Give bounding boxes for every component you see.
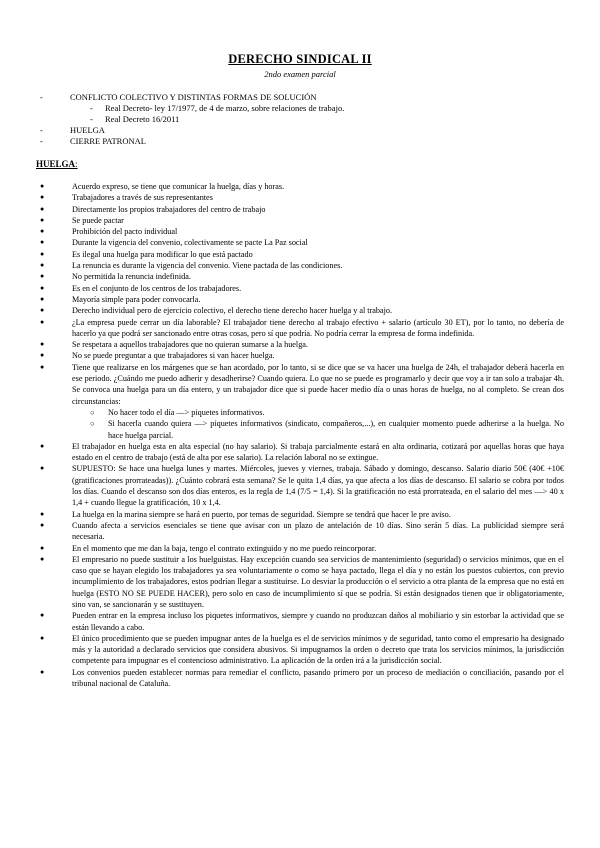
sub-list-item-text: No hacer todo el día —> piquetes informativos.: [108, 407, 265, 417]
outline-item-text: CIERRE PATRONAL: [70, 136, 146, 146]
dash-marker: -: [40, 92, 43, 102]
list-item-text: Directamente los propios trabajadores del centro de trabajo: [72, 204, 266, 214]
list-item: [36, 215, 564, 226]
list-item: [36, 509, 564, 520]
bullet-icon: ●: [40, 554, 45, 563]
list-item-text: La huelga en la marina siempre se hará en puerto, por temas de seguridad. Siempre se tendrá que hacer le pre aviso.: [72, 509, 451, 519]
list-item-text: La renuncia es durante la vigencia del convenio. Viene pactada de las condiciones.: [72, 261, 343, 271]
outline-subitem: [40, 114, 560, 125]
list-item: [36, 441, 564, 464]
list-item: [36, 204, 564, 215]
bullet-icon: ●: [40, 182, 45, 190]
bullet-icon: ●: [40, 464, 45, 473]
list-item-text: Pueden entrar en la empresa incluso los piquetes informativos, siempre y cuando no produzcan daños al mobiliario y sin estorbar la actividad que se están llevando a cabo.: [72, 611, 564, 632]
bullet-icon: ●: [40, 238, 45, 247]
list-item: [36, 305, 564, 316]
outline-subitem-text: Real Decreto 16/2011: [105, 114, 180, 124]
section-heading: [36, 159, 78, 169]
outline-item: [40, 92, 560, 103]
list-item-text: Durante la vigencia del convenio, colectivamente se pacte La Paz social: [72, 238, 308, 248]
list-item-text: Prohibición del pacto individual: [72, 227, 178, 237]
bullet-icon: ●: [40, 249, 45, 258]
bullet-icon: ●: [40, 261, 45, 270]
outline-item-text: HUELGA: [70, 125, 105, 135]
list-item-text: Se puede pactar: [72, 215, 124, 225]
list-item: [36, 192, 564, 203]
list-item: [36, 271, 564, 282]
list-item: [36, 350, 564, 361]
list-item-text: El único procedimiento que se pueden impugnar antes de la huelga es el de servicios mínimos y de seguridad, tanto como el empresario ha designado más y la autoridad a declarado servicios que considera abusivos. Si impugnamos la orden o decreto que trata los servicios mínimos, la jurisdicción competente para impugnar es el contencioso administrativo. La aplicación de la orden irá a la jurisdicción social.: [72, 633, 564, 666]
bullet-icon: ●: [40, 633, 45, 642]
dash-marker: -: [90, 114, 93, 124]
bullet-icon: ●: [40, 215, 45, 224]
sub-list-item: [36, 407, 564, 418]
list-item-text: Se respetara a aquellos trabajadores que no quieran sumarse a la huelga.: [72, 340, 308, 350]
sub-list-item-text: Si hacerla cuando quiera —> piquetes informativos (sindicato, compañeros,...), en cualquier momento puede adherirse a la huelga. No hace huelga parcial.: [108, 419, 564, 440]
list-item: [36, 283, 564, 294]
list-item-text: Los convenios pueden establecer normas para remediar el conflicto, pasando primero por un proceso de mediación o conciliación, pasando por el tribunal nacional de Cataluña.: [72, 667, 564, 689]
list-item-text: El empresario no puede sustituir a los huelguistas. Hay excepción cuando sea servicios de mantenimiento (seguridad) o servicios mínimos, que en el caso que se hayan elegido los trabajadores ya sea voluntariamente o como se haya pactado, llega el día y no están los puestos cubiertos, con previo incumplimiento de los trabajadores, estos podrían llegar a sustituirse. Lo desviar la producción o el servicio a otra planta de la empresa que no está en huelga (ESTO NO SE PUEDE HACER), pero solo en caso de incumplimiento sí que se podría. Si están designados tienen que ir obligatoriamente, sino van, se sancionarán y se sustituyen.: [72, 554, 564, 609]
hollow-bullet-icon: ○: [90, 419, 95, 429]
list-item: [36, 463, 564, 508]
bullet-icon: ●: [40, 272, 45, 281]
bullet-icon: ●: [40, 667, 45, 676]
bullet-icon: ●: [40, 340, 45, 349]
list-item: [36, 249, 564, 260]
list-item-text: Es ilegal una huelga para modificar lo que está pactado: [72, 249, 253, 259]
bullet-icon: ●: [40, 543, 45, 552]
document-title: DERECHO SINDICAL II: [228, 52, 372, 66]
section-heading-colon: :: [75, 159, 78, 169]
list-item: [36, 294, 564, 305]
list-item: [36, 237, 564, 248]
bullet-icon: ●: [40, 193, 45, 202]
bullet-icon: ●: [40, 351, 45, 360]
list-item-text: No permitida la renuncia indefinida.: [72, 272, 191, 282]
bullet-icon: ●: [40, 362, 45, 371]
bullet-icon: ●: [40, 227, 45, 236]
list-item-text: Acuerdo expreso, se tiene que comunicar la huelga, días y horas.: [72, 182, 285, 191]
list-item-text: ¿La empresa puede cerrar un día laborable? El trabajador tiene derecho al trabajo efectivo + salario (artículo 30 ET), por lo tanto, no debería de hacerlo ya que podrá ser sancionado entre otras cosas, pero sí que podría. No podría cerrar la empresa de forma indefinida.: [72, 317, 564, 338]
list-item-text: Mayoría simple para poder convocarla.: [72, 294, 201, 304]
outline-item-text: CONFLICTO COLECTIVO Y DISTINTAS FORMAS DE SOLUCIÓN: [70, 92, 317, 102]
list-item: [36, 339, 564, 350]
list-item: [36, 362, 564, 407]
list-item-text: En el momento que me dan la baja, tengo el contrato extinguido y no me puedo reincorporar.: [72, 543, 377, 553]
list-item: [36, 226, 564, 237]
list-item: [36, 610, 564, 633]
list-item: [36, 633, 564, 667]
list-item: [36, 181, 564, 192]
list-item: [36, 317, 564, 340]
bullet-icon: ●: [40, 306, 45, 315]
list-item-text: No se puede preguntar a que trabajadores si van hacer huelga.: [72, 351, 275, 361]
sub-list-item: [36, 418, 564, 441]
hollow-bullet-icon: ○: [90, 407, 95, 417]
list-item: [36, 520, 564, 543]
list-item-text: Tiene que realizarse en los márgenes que se han acordado, por lo tanto, si se dice que se va hacer una huelga de 24h, el trabajador deberá hacerla en ese periodo. ¿Cuándo me puedo adherir y desadherirse? Cuando quiera. Lo que no se puede es programarlo y decir que voy a ir tan solo a trabajar 4h. Se convoca una huelga para un día entero, y un trabajador dice que si puede hacer medio día o unas horas de huelga, no al completo. Se crean dos circunstancias:: [72, 362, 564, 406]
list-item-text: Derecho individual pero de ejercicio colectivo, el derecho tiene derecho hacer huelga y al trabajo.: [72, 306, 393, 316]
list-item-text: Es en el conjunto de los centros de los trabajadores.: [72, 283, 242, 293]
dash-marker: -: [90, 103, 93, 113]
bullet-icon: ●: [40, 294, 45, 303]
dash-marker: -: [40, 125, 43, 135]
outline-subitem-text: Real Decreto- ley 17/1977, de 4 de marzo, sobre relaciones de trabajo.: [105, 103, 345, 113]
bullet-icon: ●: [40, 611, 45, 620]
dash-marker: -: [40, 136, 43, 146]
outline-subitem: [40, 103, 560, 114]
bullet-icon: ●: [40, 317, 45, 326]
document-subtitle: 2ndo examen parcial: [264, 69, 336, 79]
section-heading-text: HUELGA: [36, 159, 76, 169]
outline-item: [40, 125, 560, 136]
bullet-icon: ●: [40, 509, 45, 518]
list-item: [36, 554, 564, 610]
list-item-text: El trabajador en huelga esta en alta especial (no hay salario). Si trabaja parcialmente estará en alta ordinaria, cotizará por aquellas horas que haya estado en el centro de trabajo (está de alta por ese salario). La relación laboral no se extingue.: [72, 441, 564, 463]
bullet-list: [36, 181, 564, 689]
table-of-contents: [40, 92, 560, 147]
list-item-text: Cuando afecta a servicios esenciales se tiene que avisar con un plazo de antelación de 10 días. Sino serán 5 días. La publicidad siempre será necesaria.: [72, 520, 564, 542]
list-item: [36, 260, 564, 271]
list-item: [36, 543, 564, 554]
bullet-icon: ●: [40, 520, 45, 529]
outline-item: [40, 136, 560, 147]
list-item-text: Trabajadores a través de sus representantes: [72, 193, 213, 203]
list-item: [36, 667, 564, 690]
bullet-icon: ●: [40, 441, 45, 450]
bullet-icon: ●: [40, 283, 45, 292]
bullet-icon: ●: [40, 204, 45, 213]
list-item-text: SUPUESTO: Se hace una huelga lunes y martes. Miércoles, jueves y viernes, trabaja. Sábado y domingo, descanso. Salario diario 50€ (40€ +10€ (gratificaciones prorrateadas)). ¿Cuánto cobrará esta semana? Se le quita 1,4 días, ya que afecta a los días de descanso. El salario se cobra por todos los días. Cuando el descanso son dos días enteros, es la regla de 1,4 (7/5 = 1,4). Si la gratificación no está prorrateada, en el salario del mes —> 40 x 1,4 + cuando llegue la gratificación, 10 x 1,4.: [72, 464, 564, 508]
